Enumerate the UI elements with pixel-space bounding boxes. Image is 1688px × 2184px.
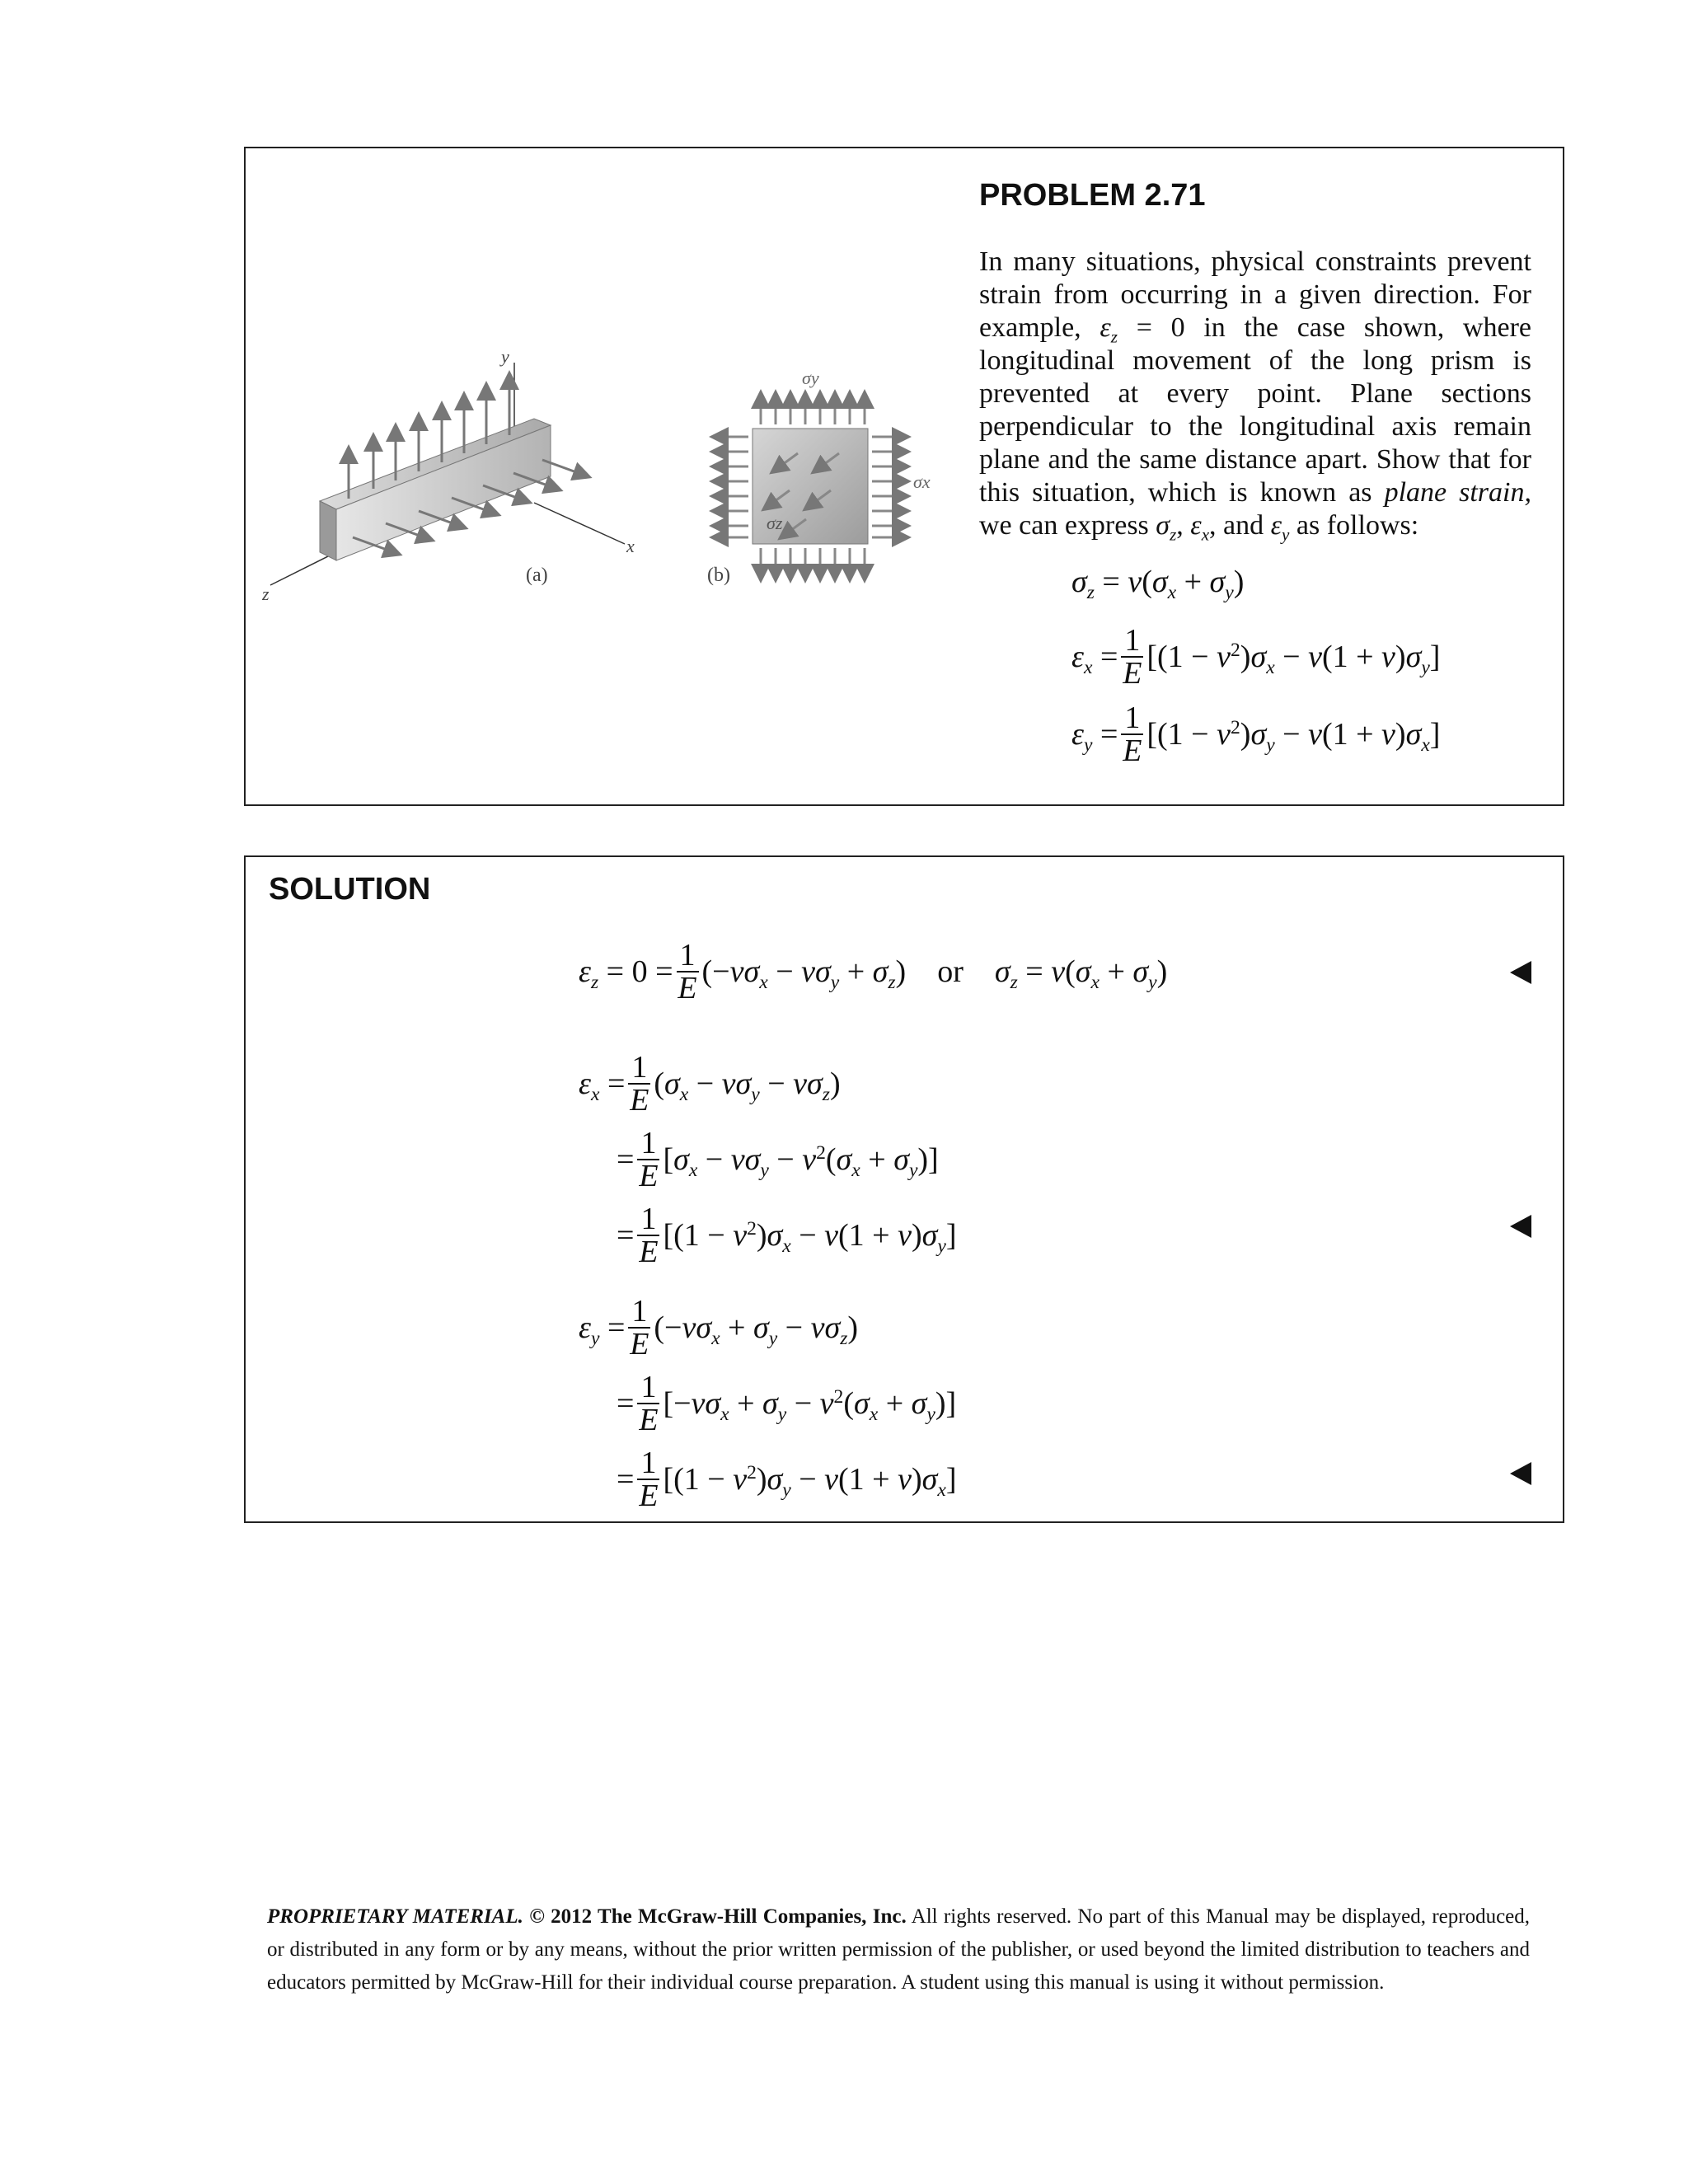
x-axis-line — [534, 503, 625, 544]
figure-a-label: (a) — [526, 565, 548, 586]
element-figure-b — [707, 368, 931, 586]
prism-figure-a — [262, 346, 635, 604]
or-word: or — [937, 954, 964, 989]
statement-intro: In many situations, physical constraints prevent strain from occurring in a given direction. For example, — [979, 246, 1531, 343]
problem-statement: In many situations, physical constraints prevent strain from occurring in a given direction. For example, $\varepsilon_z = 0$ in the case shown, where longitudinal movement of the long prism is prevented at every point. Plane sections perpendicular to the longitudinal axis remain plane and the same distance apart. Show that for this situation, which is known as plane strain, we can express $\sigma_z$, $\varepsilon_x$, and $\varepsilon_y$ as follows: — [979, 246, 1531, 545]
problem-box — [244, 147, 1564, 806]
answer-marker-2 — [1510, 1215, 1531, 1238]
x-axis-label: x — [626, 536, 635, 556]
solution-box — [244, 855, 1564, 1523]
statement-and: and — [1223, 510, 1264, 541]
solution-eq-1: $\varepsilon_z = 0$ = $\frac{1}{E}$ $(-v\sigma_x - v\sigma_y + \sigma_z)$ or $\sigma_z = v(\sigma_x + \sigma_y)$ — [579, 938, 1168, 1005]
given-eq-sigma-z: $\sigma_z = v(\sigma_x + \sigma_y)$ — [1071, 565, 1245, 604]
copyright-footer — [267, 1900, 1530, 1999]
solution-eq-6: = $\frac{1}{E}$ $[-v\sigma_x + \sigma_y - v^2(\sigma_x + \sigma_y)]$ — [617, 1370, 957, 1437]
statement-tail: we can express — [979, 510, 1149, 541]
answer-marker-1 — [1510, 961, 1531, 984]
answer-marker-3 — [1510, 1462, 1531, 1485]
given-eq-epsilon-x: $\varepsilon_x$ = $\frac{1}{E}$ $[(1 - v^2)\sigma_x - v(1 + v)\sigma_y]$ — [1071, 623, 1441, 691]
stress-figure — [262, 313, 971, 643]
footer-copyright: © 2012 The McGraw-Hill Companies, Inc. — [529, 1905, 907, 1928]
given-eq-epsilon-y: $\varepsilon_y$ = $\frac{1}{E}$ $[(1 - v^2)\sigma_y - v(1 + v)\sigma_x]$ — [1071, 701, 1441, 768]
figure-b-label: (b) — [707, 565, 730, 586]
y-axis-label: y — [501, 346, 509, 367]
solution-eq-3: = $\frac{1}{E}$ $[\sigma_x - v\sigma_y - v^2(\sigma_x + \sigma_y)]$ — [617, 1126, 939, 1193]
statement-end: as follows: — [1296, 510, 1419, 541]
sigma-z-label: σz — [767, 513, 783, 533]
footer-rights-text: All rights reserved. No part of this Manual may be displayed, reproduced, or distributed in any form or by any means, without the prior written permission of the publisher, or used beyond the limited distribution to teachers and educators permitted by McGraw-Hill for their individual course preparation. A student using this manual is using it without permission. — [267, 1905, 1531, 1994]
solution-eq-5: $\varepsilon_y$ = $\frac{1}{E}$ $(-v\sigma_x + \sigma_y - v\sigma_z)$ — [579, 1294, 859, 1361]
solution-title: SOLUTION — [269, 872, 431, 907]
problem-title: PROBLEM 2.71 — [979, 178, 1206, 213]
statement-middle: in the case shown, where longitudinal movement of the long prism is prevented at every point. Plane sections perpendicular to the longitudinal axis remain plane and the same distance apart. Show that for this situation, which is known as — [979, 312, 1531, 508]
sigma-y-label: σy — [802, 368, 819, 388]
sigma-x-label: σx — [913, 471, 931, 492]
z-axis-label: z — [262, 583, 270, 604]
solution-eq-7: = $\frac{1}{E}$ $[(1 - v^2)\sigma_y - v(1 + v)\sigma_x]$ — [617, 1446, 957, 1513]
solution-eq-4: = $\frac{1}{E}$ $[(1 - v^2)\sigma_x - v(1 + v)\sigma_y]$ — [617, 1202, 957, 1269]
statement-emphasis: plane strain, — [1384, 477, 1531, 508]
footer-lead: PROPRIETARY MATERIAL. — [267, 1905, 523, 1928]
solution-eq-2: $\varepsilon_x$ = $\frac{1}{E}$ $(\sigma_x - v\sigma_y - v\sigma_z)$ — [579, 1050, 841, 1118]
